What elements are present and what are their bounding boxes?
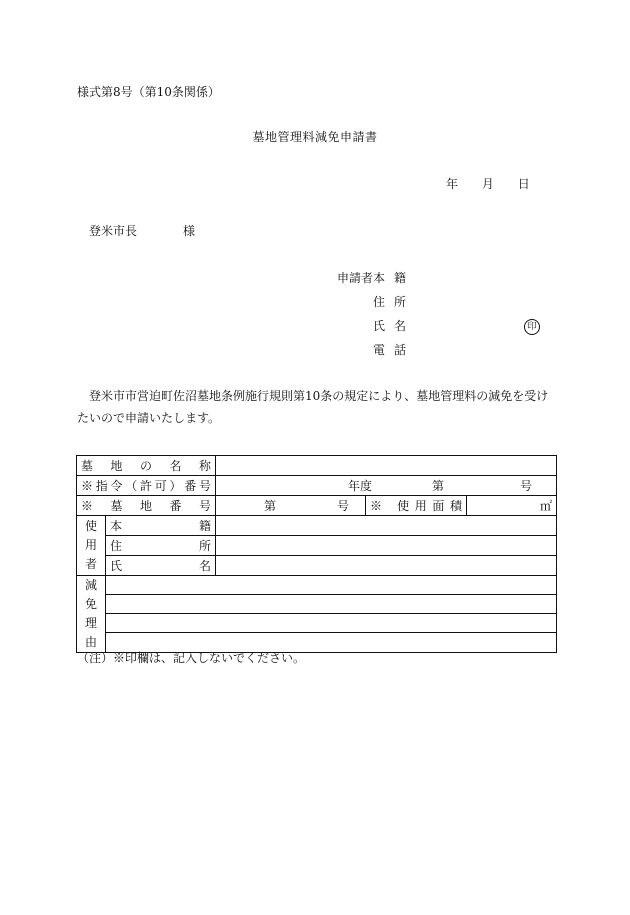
form-number: 様式第8号（第10条関係） xyxy=(77,85,220,99)
user-address-label: 住所 xyxy=(106,536,216,556)
user-category-label: 使 用 者 xyxy=(77,516,106,576)
applicant-domicile-label: 本籍 xyxy=(373,271,406,285)
user-address-field[interactable] xyxy=(216,536,557,556)
applicant-name-label: 氏名 xyxy=(373,319,406,333)
plot-number-label: ※墓地番号 xyxy=(77,496,216,516)
addressee-name: 登米市長 xyxy=(89,224,138,238)
area-unit: ㎡ xyxy=(540,499,553,513)
cemetery-name-field[interactable] xyxy=(216,456,557,476)
reason-category-label: 減 免 理 由 xyxy=(77,576,106,653)
reason-line-3[interactable] xyxy=(106,614,557,633)
row-plot-number xyxy=(77,496,557,516)
permit-year: 年度 xyxy=(348,479,373,493)
application-table xyxy=(76,455,557,653)
honorific: 様 xyxy=(183,224,196,238)
row-permit-number xyxy=(77,476,557,496)
row-reason-1 xyxy=(77,576,557,595)
plot-number-field[interactable] xyxy=(216,496,366,516)
plot-go: 号 xyxy=(337,499,350,513)
reason-line-1[interactable] xyxy=(106,576,557,595)
permit-go: 号 xyxy=(520,479,533,493)
user-name-label: 氏名 xyxy=(106,556,216,576)
user-name-field[interactable] xyxy=(216,556,557,576)
date-line xyxy=(446,178,530,190)
applicant-phone-label: 電話 xyxy=(373,343,406,357)
row-cemetery-name xyxy=(77,456,557,476)
reason-line-4[interactable] xyxy=(106,633,557,653)
date-year: 年 xyxy=(446,177,459,191)
plot-dai: 第 xyxy=(264,499,277,513)
row-user-name xyxy=(77,556,557,576)
date-month: 月 xyxy=(481,177,494,191)
row-user-address xyxy=(77,536,557,556)
body-text: 登米市市営迫町佐沼墓地条例施行規則第10条の規定により、墓地管理料の減免を受けたいので申請いたします。 xyxy=(77,389,549,425)
seal-mark: 印 xyxy=(524,319,540,335)
area-label: ※ 使用面積 xyxy=(366,496,467,516)
reason-line-2[interactable] xyxy=(106,595,557,614)
area-field[interactable] xyxy=(467,496,557,516)
applicant-address-label: 住所 xyxy=(373,295,406,309)
applicant-prefix: 申請者 xyxy=(337,271,374,285)
user-domicile-field[interactable] xyxy=(216,516,557,536)
document-title: 墓地管理料減免申請書 xyxy=(252,130,378,144)
permit-number-field[interactable] xyxy=(216,476,557,496)
footnote: （注）※印欄は、記入しないでください。 xyxy=(77,651,306,665)
cemetery-name-label: 墓地の名称 xyxy=(77,456,216,476)
user-domicile-label: 本籍 xyxy=(106,516,216,536)
permit-number-label: ※指令（許可）番号 xyxy=(77,476,216,496)
permit-dai: 第 xyxy=(432,479,445,493)
addressee xyxy=(89,225,195,237)
row-user-domicile xyxy=(77,516,557,536)
date-day: 日 xyxy=(517,177,530,191)
